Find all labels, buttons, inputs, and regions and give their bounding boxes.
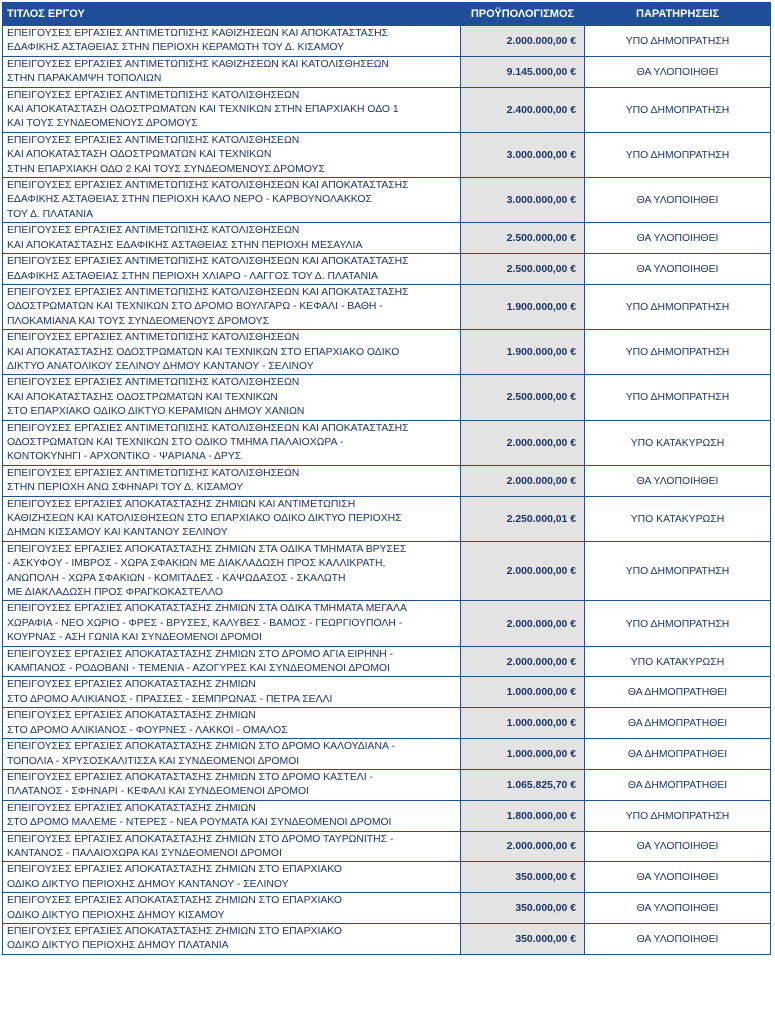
project-title-cell: ΕΠΕΙΓΟΥΣΕΣ ΕΡΓΑΣΙΕΣ ΑΝΤΙΜΕΤΩΠΙΣΗΣ ΚΑΤΟΛΙΣΘΗΣΕΩΝ ΚΑΙ ΑΠΟΚΑΤΑΣΤΑΣΗΣ ΟΔΟΣΤΡΩΜΑΤΩΝ ΚΑΙ ΤΕΧΝΙΚΩΝ ΣΤΟ ΔΡΟΜΟ ΒΟΥΛΓΑΡΩ - ΚΕΦΑΛΙ - ΒΑΘΗ - ΠΛΟΚΑΜΙΑΝΑ ΚΑΙ ΤΟΥΣ ΣΥΝΔΕΟΜΕΝΟΥΣ ΔΡΟΜΟΥΣ <box>3 284 461 329</box>
budget-cell: 1.900.000,00 € <box>461 330 585 375</box>
table-row <box>3 831 771 862</box>
project-title-cell: ΕΠΕΙΓΟΥΣΕΣ ΕΡΓΑΣΙΕΣ ΑΠΟΚΑΤΑΣΤΑΣΗΣ ΖΗΜΙΩΝ ΣΤΟ ΔΡΟΜΟ ΑΛΙΚΙΑΝΟΣ - ΦΟΥΡΝΕΣ - ΛΑΚΚΟΙ - ΟΜΑΛΟΣ <box>3 708 461 739</box>
project-title-cell: ΕΠΕΙΓΟΥΣΕΣ ΕΡΓΑΣΙΕΣ ΑΠΟΚΑΤΑΣΤΑΣΗΣ ΖΗΜΙΩΝ ΣΤΟ ΔΡΟΜΟ ΑΛΙΚΙΑΝΟΣ - ΠΡΑΣΣΕΣ - ΣΕΜΠΡΩΝΑΣ - ΠΕΤΡΑ ΣΕΛΛΙ <box>3 677 461 708</box>
status-cell: ΘΑ ΥΛΟΠΟΙΗΘΕΙ <box>585 178 771 223</box>
budget-cell: 3.000.000,00 € <box>461 178 585 223</box>
project-title-cell: ΕΠΕΙΓΟΥΣΕΣ ΕΡΓΑΣΙΕΣ ΑΝΤΙΜΕΤΩΠΙΣΗΣ ΚΑΤΟΛΙΣΘΗΣΕΩΝ ΚΑΙ ΑΠΟΚΑΤΑΣΤΑΣΗΣ ΕΔΑΦΙΚΗΣ ΑΣΤΑΘΕΙΑΣ ΣΤΗΝ ΠΕΡΙΟΧΗ ΚΑΛΟ ΝΕΡΟ - ΚΑΡΒΟΥΝΟΛΑΚΚΟΣ ΤΟΥ Δ. ΠΛΑΤΑΝΙΑ <box>3 178 461 223</box>
budget-cell: 1.000.000,00 € <box>461 708 585 739</box>
project-title-cell: ΕΠΕΙΓΟΥΣΕΣ ΕΡΓΑΣΙΕΣ ΑΝΤΙΜΕΤΩΠΙΣΗΣ ΚΑΤΟΛΙΣΘΗΣΕΩΝ ΚΑΙ ΑΠΟΚΑΤΑΣΤΑΣΗΣ ΟΔΟΣΤΡΩΜΑΤΩΝ ΚΑΙ ΤΕΧΝΙΚΩΝ ΣΤΟ ΕΠΑΡΧΙΑΚΟ ΟΔΙΚΟ ΔΙΚΤΥΟ ΚΕΡΑΜΙΩΝ ΔΗΜΟΥ ΧΑΝΙΩΝ <box>3 375 461 420</box>
table-header <box>3 3 771 26</box>
table-row <box>3 132 771 177</box>
status-cell: ΥΠΟ ΚΑΤΑΚΥΡΩΣΗ <box>585 646 771 677</box>
status-cell: ΘΑ ΥΛΟΠΟΙΗΘΕΙ <box>585 465 771 496</box>
project-title-cell: ΕΠΕΙΓΟΥΣΕΣ ΕΡΓΑΣΙΕΣ ΑΝΤΙΜΕΤΩΠΙΣΗΣ ΚΑΤΟΛΙΣΘΗΣΕΩΝ ΚΑΙ ΑΠΟΚΑΤΑΣΤΑΣΗ ΟΔΟΣΤΡΩΜΑΤΩΝ ΚΑΙ ΤΕΧΝΙΚΩΝ ΣΤΗΝ ΕΠΑΡΧΙΑΚΗ ΟΔΟ 2 ΚΑΙ ΤΟΥΣ ΣΥΝΔΕΟΜΕΝΟΥΣ ΔΡΟΜΟΥΣ <box>3 132 461 177</box>
project-title-cell: ΕΠΕΙΓΟΥΣΕΣ ΕΡΓΑΣΙΕΣ ΑΝΤΙΜΕΤΩΠΙΣΗΣ ΚΑΤΟΛΙΣΘΗΣΕΩΝ ΚΑΙ ΑΠΟΚΑΤΑΣΤΑΣΗΣ ΕΔΑΦΙΚΗΣ ΑΣΤΑΘΕΙΑΣ ΣΤΗΝ ΠΕΡΙΟΧΗ ΧΛΙΑΡΟ - ΛΑΓΓΟΣ ΤΟΥ Δ. ΠΛΑΤΑΝΙΑ <box>3 254 461 285</box>
status-cell: ΥΠΟ ΔΗΜΟΠΡΑΤΗΣΗ <box>585 132 771 177</box>
table-row <box>3 862 771 893</box>
budget-cell: 1.065.825,70 € <box>461 769 585 800</box>
project-title-cell: ΕΠΕΙΓΟΥΣΕΣ ΕΡΓΑΣΙΕΣ ΑΠΟΚΑΤΑΣΤΑΣΗΣ ΖΗΜΙΩΝ ΣΤΑ ΟΔΙΚΑ ΤΜΗΜΑΤΑ ΒΡΥΣΕΣ - ΑΣΚΥΦΟΥ - ΙΜΒΡΟΣ - ΧΩΡΑ ΣΦΑΚΙΩΝ ΜΕ ΔΙΑΚΛΑΔΩΣΗ ΠΡΟΣ ΚΑΛΛΙΚΡΑΤΗ, ΑΝΩΠΟΛΗ - ΧΩΡΑ ΣΦΑΚΙΩΝ - ΚΟΜΙΤΑΔΕΣ - ΚΑΨΩΔΑΣΟΣ - ΣΚΑΛΩΤΗ ΜΕ ΔΙΑΚΛΑΔΩΣΗ ΠΡΟΣ ΦΡΑΓΚΟΚΑΣΤΕΛΛΟ <box>3 541 461 601</box>
budget-cell: 1.000.000,00 € <box>461 677 585 708</box>
table-body <box>3 26 771 955</box>
column-header-budget: ΠΡΟΫΠΟΛΟΓΙΣΜΟΣ <box>461 3 585 26</box>
project-title-cell: ΕΠΕΙΓΟΥΣΕΣ ΕΡΓΑΣΙΕΣ ΑΠΟΚΑΤΑΣΤΑΣΗΣ ΖΗΜΙΩΝ ΚΑΙ ΑΝΤΙΜΕΤΩΠΙΣΗ ΚΑΘΙΖΗΣΕΩΝ ΚΑΙ ΚΑΤΟΛΙΣΘΗΣΕΩΝ ΣΤΟ ΕΠΑΡΧΙΑΚΟ ΟΔΙΚΟ ΔΙΚΤΥΟ ΠΕΡΙΟΧΗΣ ΔΗΜΩΝ ΚΙΣΣΑΜΟΥ ΚΑΙ ΚΑΝΤΑΝΟΥ ΣΕΛΙΝΟΥ <box>3 496 461 541</box>
budget-cell: 350.000,00 € <box>461 893 585 924</box>
status-cell: ΥΠΟ ΔΗΜΟΠΡΑΤΗΣΗ <box>585 541 771 601</box>
table-row <box>3 26 771 57</box>
project-title-cell: ΕΠΕΙΓΟΥΣΕΣ ΕΡΓΑΣΙΕΣ ΑΠΟΚΑΤΑΣΤΑΣΗΣ ΖΗΜΙΩΝ ΣΤΟ ΔΡΟΜΟ ΤΑΥΡΩΝΙΤΗΣ - ΚΑΝΤΑΝΟΣ - ΠΑΛΑΙΟΧΩΡΑ ΚΑΙ ΣΥΝΔΕΟΜΕΝΟΙ ΔΡΟΜΟΙ <box>3 831 461 862</box>
budget-cell: 2.000.000,00 € <box>461 541 585 601</box>
project-title-cell: ΕΠΕΙΓΟΥΣΕΣ ΕΡΓΑΣΙΕΣ ΑΝΤΙΜΕΤΩΠΙΣΗΣ ΚΑΤΟΛΙΣΘΗΣΕΩΝ ΚΑΙ ΑΠΟΚΑΤΑΣΤΑΣΗΣ ΕΔΑΦΙΚΗΣ ΑΣΤΑΘΕΙΑΣ ΣΤΗΝ ΠΕΡΙΟΧΗ ΜΕΣΑΥΛΙΑ <box>3 223 461 254</box>
status-cell: ΥΠΟ ΚΑΤΑΚΥΡΩΣΗ <box>585 496 771 541</box>
table-row <box>3 739 771 770</box>
project-title-cell: ΕΠΕΙΓΟΥΣΕΣ ΕΡΓΑΣΙΕΣ ΑΝΤΙΜΕΤΩΠΙΣΗΣ ΚΑΤΟΛΙΣΘΗΣΕΩΝ ΚΑΙ ΑΠΟΚΑΤΑΣΤΑΣΗΣ ΟΔΟΣΤΡΩΜΑΤΩΝ ΚΑΙ ΤΕΧΝΙΚΩΝ ΣΤΟ ΕΠΑΡΧΙΑΚΟ ΟΔΙΚΟ ΔΙΚΤΥΟ ΑΝΑΤΟΛΙΚΟΥ ΣΕΛΙΝΟΥ ΔΗΜΟΥ ΚΑΝΤΑΝΟΥ - ΣΕΛΙΝΟΥ <box>3 330 461 375</box>
status-cell: ΥΠΟ ΔΗΜΟΠΡΑΤΗΣΗ <box>585 800 771 831</box>
status-cell: ΘΑ ΔΗΜΟΠΡΑΤΗΘΕΙ <box>585 708 771 739</box>
budget-cell: 2.500.000,00 € <box>461 375 585 420</box>
column-header-notes: ΠΑΡΑΤΗΡΗΣΕΙΣ <box>585 3 771 26</box>
budget-cell: 2.500.000,00 € <box>461 223 585 254</box>
budget-cell: 1.000.000,00 € <box>461 739 585 770</box>
table-row <box>3 646 771 677</box>
project-title-cell: ΕΠΕΙΓΟΥΣΕΣ ΕΡΓΑΣΙΕΣ ΑΝΤΙΜΕΤΩΠΙΣΗΣ ΚΑΘΙΖΗΣΕΩΝ ΚΑΙ ΚΑΤΟΛΙΣΘΗΣΕΩΝ ΣΤΗΝ ΠΑΡΑΚΑΜΨΗ ΤΟΠΟΛΙΩΝ <box>3 56 461 87</box>
budget-cell: 2.000.000,00 € <box>461 420 585 465</box>
table-row <box>3 87 771 132</box>
status-cell: ΘΑ ΥΛΟΠΟΙΗΘΕΙ <box>585 862 771 893</box>
table-row <box>3 541 771 601</box>
budget-cell: 3.000.000,00 € <box>461 132 585 177</box>
table-row <box>3 330 771 375</box>
budget-cell: 1.800.000,00 € <box>461 800 585 831</box>
status-cell: ΥΠΟ ΔΗΜΟΠΡΑΤΗΣΗ <box>585 26 771 57</box>
status-cell: ΥΠΟ ΔΗΜΟΠΡΑΤΗΣΗ <box>585 375 771 420</box>
budget-cell: 9.145.000,00 € <box>461 56 585 87</box>
table-row <box>3 800 771 831</box>
budget-cell: 2.400.000,00 € <box>461 87 585 132</box>
project-title-cell: ΕΠΕΙΓΟΥΣΕΣ ΕΡΓΑΣΙΕΣ ΑΝΤΙΜΕΤΩΠΙΣΗΣ ΚΑΘΙΖΗΣΕΩΝ ΚΑΙ ΑΠΟΚΑΤΑΣΤΑΣΗΣ ΕΔΑΦΙΚΗΣ ΑΣΤΑΘΕΙΑΣ ΣΤΗΝ ΠΕΡΙΟΧΗ ΚΕΡΑΜΩΤΗ ΤΟΥ Δ. ΚΙΣΑΜΟΥ <box>3 26 461 57</box>
table-row <box>3 178 771 223</box>
budget-cell: 350.000,00 € <box>461 923 585 954</box>
budget-cell: 2.000.000,00 € <box>461 646 585 677</box>
status-cell: ΥΠΟ ΔΗΜΟΠΡΑΤΗΣΗ <box>585 330 771 375</box>
budget-cell: 2.500.000,00 € <box>461 254 585 285</box>
budget-cell: 2.000.000,00 € <box>461 831 585 862</box>
status-cell: ΘΑ ΔΗΜΟΠΡΑΤΗΘΕΙ <box>585 739 771 770</box>
status-cell: ΘΑ ΥΛΟΠΟΙΗΘΕΙ <box>585 56 771 87</box>
budget-cell: 2.250.000,01 € <box>461 496 585 541</box>
project-title-cell: ΕΠΕΙΓΟΥΣΕΣ ΕΡΓΑΣΙΕΣ ΑΠΟΚΑΤΑΣΤΑΣΗΣ ΖΗΜΙΩΝ ΣΤΑ ΟΔΙΚΑ ΤΜΗΜΑΤΑ ΜΕΓΑΛΑ ΧΩΡΑΦΙΑ - ΝΕΟ ΧΩΡΙΟ - ΦΡΕΣ - ΒΡΥΣΕΣ, ΚΑΛΥΒΕΣ - ΒΑΜΟΣ - ΓΕΩΡΓΙΟΥΠΟΛΗ - ΚΟΥΡΝΑΣ - ΑΣΗ ΓΩΝΙΑ ΚΑΙ ΣΥΝΔΕΟΜΕΝΟΙ ΔΡΟΜΟΙ <box>3 601 461 646</box>
table-row <box>3 601 771 646</box>
budget-cell: 2.000.000,00 € <box>461 465 585 496</box>
column-header-title: ΤΙΤΛΟΣ ΕΡΓΟΥ <box>3 3 461 26</box>
table-row <box>3 254 771 285</box>
project-title-cell: ΕΠΕΙΓΟΥΣΕΣ ΕΡΓΑΣΙΕΣ ΑΠΟΚΑΤΑΣΤΑΣΗΣ ΖΗΜΙΩΝ ΣΤΟ ΔΡΟΜΟ ΚΑΛΟΥΔΙΑΝΑ - ΤΟΠΟΛΙΑ - ΧΡΥΣΟΣΚΑΛΙΤΙΣΣΑ ΚΑΙ ΣΥΝΔΕΟΜΕΝΟΙ ΔΡΟΜΟΙ <box>3 739 461 770</box>
table-row <box>3 420 771 465</box>
project-title-cell: ΕΠΕΙΓΟΥΣΕΣ ΕΡΓΑΣΙΕΣ ΑΠΟΚΑΤΑΣΤΑΣΗΣ ΖΗΜΙΩΝ ΣΤΟ ΔΡΟΜΟ ΜΑΛΕΜΕ - ΝΤΕΡΕΣ - ΝΕΑ ΡΟΥΜΑΤΑ ΚΑΙ ΣΥΝΔΕΟΜΕΝΟΙ ΔΡΟΜΟΙ <box>3 800 461 831</box>
budget-cell: 1.900.000,00 € <box>461 284 585 329</box>
status-cell: ΘΑ ΔΗΜΟΠΡΑΤΗΘΕΙ <box>585 677 771 708</box>
budget-cell: 2.000.000,00 € <box>461 26 585 57</box>
table-row <box>3 223 771 254</box>
budget-cell: 2.000.000,00 € <box>461 601 585 646</box>
header-row <box>3 3 771 26</box>
status-cell: ΘΑ ΥΛΟΠΟΙΗΘΕΙ <box>585 893 771 924</box>
status-cell: ΥΠΟ ΚΑΤΑΚΥΡΩΣΗ <box>585 420 771 465</box>
project-title-cell: ΕΠΕΙΓΟΥΣΕΣ ΕΡΓΑΣΙΕΣ ΑΠΟΚΑΤΑΣΤΑΣΗΣ ΖΗΜΙΩΝ ΣΤΟ ΔΡΟΜΟ ΚΑΣΤΕΛΙ - ΠΛΑΤΑΝΟΣ - ΣΦΗΝΑΡΙ - ΚΕΦΑΛΙ ΚΑΙ ΣΥΝΔΕΟΜΕΝΟΙ ΔΡΟΜΟΙ <box>3 769 461 800</box>
table-row <box>3 677 771 708</box>
status-cell: ΘΑ ΥΛΟΠΟΙΗΘΕΙ <box>585 223 771 254</box>
status-cell: ΘΑ ΥΛΟΠΟΙΗΘΕΙ <box>585 923 771 954</box>
project-title-cell: ΕΠΕΙΓΟΥΣΕΣ ΕΡΓΑΣΙΕΣ ΑΝΤΙΜΕΤΩΠΙΣΗΣ ΚΑΤΟΛΙΣΘΗΣΕΩΝ ΚΑΙ ΑΠΟΚΑΤΑΣΤΑΣΗ ΟΔΟΣΤΡΩΜΑΤΩΝ ΚΑΙ ΤΕΧΝΙΚΩΝ ΣΤΗΝ ΕΠΑΡΧΙΑΚΗ ΟΔΟ 1 ΚΑΙ ΤΟΥΣ ΣΥΝΔΕΟΜΕΝΟΥΣ ΔΡΟΜΟΥΣ <box>3 87 461 132</box>
project-title-cell: ΕΠΕΙΓΟΥΣΕΣ ΕΡΓΑΣΙΕΣ ΑΠΟΚΑΤΑΣΤΑΣΗΣ ΖΗΜΙΩΝ ΣΤΟ ΕΠΑΡΧΙΑΚΟ ΟΔΙΚΟ ΔΙΚΤΥΟ ΠΕΡΙΟΧΗΣ ΔΗΜΟΥ ΚΑΝΤΑΝΟΥ - ΣΕΛΙΝΟΥ <box>3 862 461 893</box>
project-title-cell: ΕΠΕΙΓΟΥΣΕΣ ΕΡΓΑΣΙΕΣ ΑΝΤΙΜΕΤΩΠΙΣΗΣ ΚΑΤΟΛΙΣΘΗΣΕΩΝ ΣΤΗΝ ΠΕΡΙΟΧΗ ΑΝΩ ΣΦΗΝΑΡΙ ΤΟΥ Δ. ΚΙΣΑΜΟΥ <box>3 465 461 496</box>
table-row <box>3 284 771 329</box>
status-cell: ΘΑ ΥΛΟΠΟΙΗΘΕΙ <box>585 831 771 862</box>
table-row <box>3 496 771 541</box>
table-row <box>3 375 771 420</box>
table-row <box>3 769 771 800</box>
project-title-cell: ΕΠΕΙΓΟΥΣΕΣ ΕΡΓΑΣΙΕΣ ΑΠΟΚΑΤΑΣΤΑΣΗΣ ΖΗΜΙΩΝ ΣΤΟ ΔΡΟΜΟ ΑΓΙΑ ΕΙΡΗΝΗ - ΚΑΜΠΑΝΟΣ - ΡΟΔΟΒΑΝΙ - ΤΕΜΕΝΙΑ - ΑΖΟΓΥΡΕΣ ΚΑΙ ΣΥΝΔΕΟΜΕΝΟΙ ΔΡΟΜΟΙ <box>3 646 461 677</box>
status-cell: ΥΠΟ ΔΗΜΟΠΡΑΤΗΣΗ <box>585 87 771 132</box>
status-cell: ΘΑ ΥΛΟΠΟΙΗΘΕΙ <box>585 254 771 285</box>
project-title-cell: ΕΠΕΙΓΟΥΣΕΣ ΕΡΓΑΣΙΕΣ ΑΝΤΙΜΕΤΩΠΙΣΗΣ ΚΑΤΟΛΙΣΘΗΣΕΩΝ ΚΑΙ ΑΠΟΚΑΤΑΣΤΑΣΗΣ ΟΔΟΣΤΡΩΜΑΤΩΝ ΚΑΙ ΤΕΧΝΙΚΩΝ ΣΤΟ ΟΔΙΚΟ ΤΜΗΜΑ ΠΑΛΑΙΟΧΩΡΑ - ΚΟΝΤΟΚΥΝΗΓΙ - ΑΡΧΟΝΤΙΚΟ - ΨΑΡΙΑΝΑ - ΔΡΥΣ <box>3 420 461 465</box>
table-row <box>3 893 771 924</box>
project-title-cell: ΕΠΕΙΓΟΥΣΕΣ ΕΡΓΑΣΙΕΣ ΑΠΟΚΑΤΑΣΤΑΣΗΣ ΖΗΜΙΩΝ ΣΤΟ ΕΠΑΡΧΙΑΚΟ ΟΔΙΚΟ ΔΙΚΤΥΟ ΠΕΡΙΟΧΗΣ ΔΗΜΟΥ ΚΙΣΑΜΟΥ <box>3 893 461 924</box>
status-cell: ΥΠΟ ΔΗΜΟΠΡΑΤΗΣΗ <box>585 284 771 329</box>
status-cell: ΘΑ ΔΗΜΟΠΡΑΤΗΘΕΙ <box>585 769 771 800</box>
table-row <box>3 708 771 739</box>
table-row <box>3 56 771 87</box>
projects-table <box>2 2 771 955</box>
status-cell: ΥΠΟ ΔΗΜΟΠΡΑΤΗΣΗ <box>585 601 771 646</box>
table-row <box>3 465 771 496</box>
table-row <box>3 923 771 954</box>
budget-cell: 350.000,00 € <box>461 862 585 893</box>
project-title-cell: ΕΠΕΙΓΟΥΣΕΣ ΕΡΓΑΣΙΕΣ ΑΠΟΚΑΤΑΣΤΑΣΗΣ ΖΗΜΙΩΝ ΣΤΟ ΕΠΑΡΧΙΑΚΟ ΟΔΙΚΟ ΔΙΚΤΥΟ ΠΕΡΙΟΧΗΣ ΔΗΜΟΥ ΠΛΑΤΑΝΙΑ <box>3 923 461 954</box>
